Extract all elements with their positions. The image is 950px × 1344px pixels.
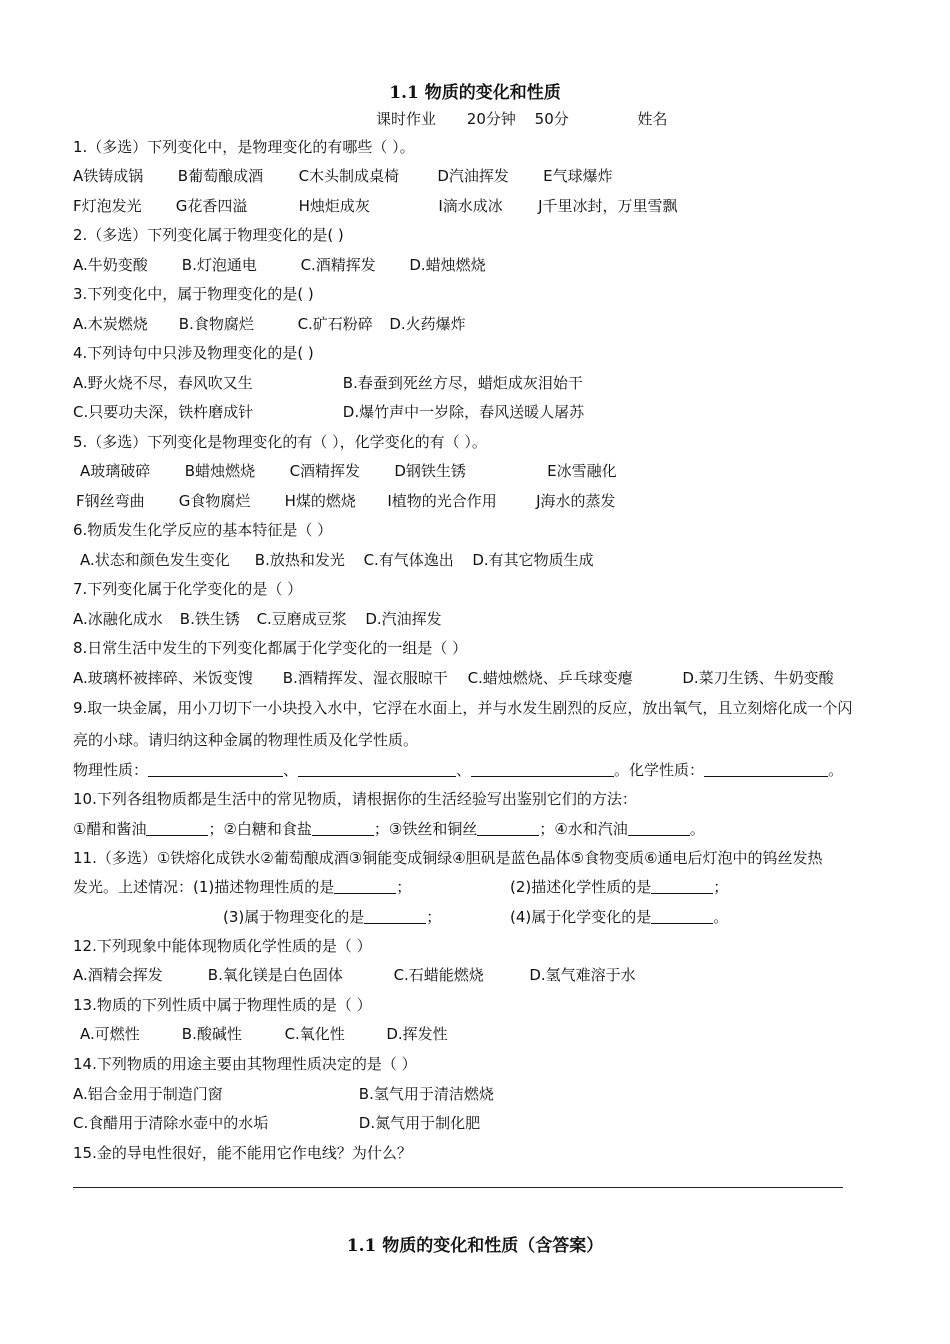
q11-part1-label: 发光。上述情况：(1)描述物理性质的是 — [73, 878, 335, 896]
q1-option-g: G花香四溢 — [175, 197, 248, 215]
q9-end: 。 — [828, 761, 844, 779]
q11-line1: 11.（多选）①铁熔化成铁水②葡萄酿成酒③铜能变成铜绿④胆矾是蓝色晶体⑤食物变质⑥通电后灯泡中的钨丝发热 — [73, 849, 823, 867]
q9-physical-label: 物理性质： — [73, 761, 149, 779]
meta-label: 课时作业 — [376, 110, 437, 128]
q9-line1: 9.取一块金属，用小刀切下一小块投入水中，它浮在水面上，并与水发生剧烈的反应，放出氧气，且立刻熔化成一个闪 — [73, 699, 853, 717]
q9-separator-2: 、 — [456, 761, 472, 779]
q5-option-a: A玻璃破碎 — [80, 462, 151, 480]
q11-part1-end: ； — [396, 878, 412, 896]
q9-physical-blank-1[interactable] — [148, 761, 283, 777]
q13-option-b: B.酸碱性 — [181, 1025, 242, 1043]
q13-option-c: C.氧化性 — [284, 1025, 345, 1043]
q6-option-a: A.状态和颜色发生变化 — [80, 551, 230, 569]
q8-option-a: A.玻璃杯被摔碎、米饭变馊 — [73, 669, 253, 687]
worksheet-meta — [376, 109, 668, 129]
q5-option-b: B蜡烛燃烧 — [184, 462, 256, 480]
q2-option-d: D.蜡烛燃烧 — [409, 256, 486, 274]
q8-options — [73, 668, 834, 688]
q2-option-b: B.灯泡通电 — [181, 256, 257, 274]
q1-option-d: D汽油挥发 — [437, 167, 509, 185]
q10-blank-1[interactable] — [146, 820, 208, 836]
q11-part3-label: (3)属于物理变化的是 — [223, 908, 365, 926]
q12-options — [73, 965, 636, 985]
q5-option-d: D钢铁生锈 — [394, 462, 466, 480]
q1-option-c: C木头制成桌椅 — [298, 167, 400, 185]
q4-option-d: D.爆竹声中一岁除，春风送暖人屠苏 — [342, 403, 585, 421]
q10-end: 。 — [689, 820, 705, 838]
q3-option-c: C.矿石粉碎 — [297, 315, 373, 333]
q4-stem: 4.下列诗句中只涉及物理变化的是( ) — [73, 344, 314, 362]
q7-option-d: D.汽油挥发 — [365, 610, 442, 628]
q9-physical-blank-3[interactable] — [471, 761, 614, 777]
q5-option-e: E冰雪融化 — [547, 462, 617, 480]
q2-option-a: A.牛奶变酸 — [73, 256, 148, 274]
q7-option-b: B.铁生锈 — [179, 610, 240, 628]
q4-options-row2 — [73, 402, 584, 422]
answer-section-title: 1.1 物质的变化和性质（含答案） — [346, 1236, 604, 1256]
q1-options-row2 — [73, 196, 678, 216]
q4-option-b: B.春蚕到死丝方尽，蜡炬成灰泪始干 — [342, 374, 583, 392]
section-divider — [73, 1187, 843, 1188]
q11-part4-label: (4)属于化学变化的是 — [510, 908, 652, 926]
q6-option-c: C.有气体逸出 — [363, 551, 454, 569]
q3-options — [73, 314, 466, 334]
q8-option-d: D.菜刀生锈、牛奶变酸 — [682, 669, 834, 687]
q13-stem: 13.物质的下列性质中属于物理性质的是（ ） — [73, 996, 372, 1014]
q1-option-a: A铁铸成锅 — [73, 167, 144, 185]
q6-stem: 6.物质发生化学反应的基本特征是（ ） — [73, 521, 333, 539]
q11-part4-end: 。 — [713, 908, 729, 926]
q11-part2-blank[interactable] — [651, 878, 713, 894]
q6-option-d: D.有其它物质生成 — [472, 551, 594, 569]
q11-part3-end: ； — [426, 908, 442, 926]
q11-part3-blank[interactable] — [364, 908, 426, 924]
q11-part4-blank[interactable] — [651, 908, 713, 924]
q14-option-d: D.氮气用于制化肥 — [358, 1114, 481, 1132]
q8-option-b: B.酒精挥发、湿衣服晾干 — [282, 669, 448, 687]
q9-separator-1: 、 — [283, 761, 299, 779]
meta-time: 20分钟 — [466, 110, 516, 128]
q12-option-d: D.氢气难溶于水 — [529, 966, 636, 984]
q5-options-row2 — [76, 491, 616, 511]
q11-part1-blank[interactable] — [334, 878, 396, 894]
q13-option-d: D.挥发性 — [386, 1025, 448, 1043]
q10-item-1: ①醋和酱油 — [73, 820, 147, 838]
q1-option-f: F灯泡发光 — [73, 197, 142, 215]
q9-line2: 亮的小球。请归纳这种金属的物理性质及化学性质。 — [73, 731, 419, 749]
q15-stem: 15.金的导电性很好，能不能用它作电线？为什么？ — [73, 1144, 412, 1162]
q8-option-c: C.蜡烛燃烧、乒乓球变瘪 — [467, 669, 633, 687]
meta-name-label: 姓名 — [637, 110, 668, 128]
q5-option-i: I植物的光合作用 — [387, 492, 497, 510]
q10-item-2: ；②白糖和食盐 — [208, 820, 312, 838]
q1-option-i: I滴水成冰 — [438, 197, 503, 215]
q13-option-a: A.可燃性 — [80, 1025, 140, 1043]
q1-option-j: J千里冰封，万里雪飘 — [538, 197, 678, 215]
q10-blank-2[interactable] — [312, 820, 374, 836]
page-title: 1.1 物质的变化和性质 — [389, 83, 561, 103]
q14-options-row1 — [73, 1084, 494, 1104]
q9-chemical-blank[interactable] — [704, 761, 828, 777]
q11-line2 — [73, 877, 729, 897]
q12-option-c: C.石蜡能燃烧 — [393, 966, 484, 984]
q2-option-c: C.酒精挥发 — [300, 256, 376, 274]
q7-option-c: C.豆磨成豆浆 — [256, 610, 347, 628]
q5-stem: 5.（多选）下列变化是物理变化的有（ ），化学变化的有（ ）。 — [73, 433, 487, 451]
q7-option-a: A.冰融化成水 — [73, 610, 163, 628]
q10-answer-line — [73, 819, 705, 839]
q7-options — [73, 609, 442, 629]
q2-options — [73, 255, 486, 275]
q11-part4 — [510, 907, 728, 927]
q10-item-3: ；③铁丝和铜丝 — [373, 820, 478, 838]
q5-option-h: H煤的燃烧 — [284, 492, 356, 510]
q14-options-row2 — [73, 1113, 480, 1133]
q14-option-a: A.铝合金用于制造门窗 — [73, 1085, 223, 1103]
q1-option-h: H烛炬成灰 — [298, 197, 370, 215]
q5-option-c: C酒精挥发 — [289, 462, 361, 480]
q3-option-b: B.食物腐烂 — [178, 315, 254, 333]
q5-option-g: G食物腐烂 — [178, 492, 251, 510]
q14-option-c: C.食醋用于清除水壶中的水垢 — [73, 1114, 269, 1132]
meta-score: 50分 — [534, 110, 569, 128]
q1-stem: 1.（多选）下列变化中，是物理变化的有哪些（ ）。 — [73, 138, 415, 156]
q4-options-row1 — [73, 373, 583, 393]
q7-stem: 7.下列变化属于化学变化的是（ ） — [73, 580, 303, 598]
q12-option-a: A.酒精会挥发 — [73, 966, 163, 984]
q1-option-b: B葡萄酿成酒 — [177, 167, 264, 185]
q10-blank-3[interactable] — [477, 820, 539, 836]
q9-answer-line — [73, 760, 843, 780]
q4-option-a: A.野火烧不尽，春风吹又生 — [73, 374, 253, 392]
q6-options — [80, 550, 594, 570]
q5-option-f: F钢丝弯曲 — [76, 492, 145, 510]
q8-stem: 8.日常生活中发生的下列变化都属于化学变化的一组是（ ） — [73, 639, 468, 657]
q14-option-b: B.氢气用于清洁燃烧 — [358, 1085, 494, 1103]
q12-option-b: B.氧化镁是白色固体 — [207, 966, 343, 984]
q9-physical-blank-2[interactable] — [298, 761, 456, 777]
q1-options-row1 — [73, 166, 613, 186]
q14-stem: 14.下列物质的用途主要由其物理性质决定的是（ ） — [73, 1055, 417, 1073]
q4-option-c: C.只要功夫深，铁杵磨成针 — [73, 403, 254, 421]
q6-option-b: B.放热和发光 — [254, 551, 345, 569]
q3-option-d: D.火药爆炸 — [389, 315, 466, 333]
q10-item-4: ；④水和汽油 — [539, 820, 628, 838]
q13-options — [80, 1024, 448, 1044]
q9-chemical-label: 。化学性质： — [614, 761, 705, 779]
q12-stem: 12.下列现象中能体现物质化学性质的是（ ） — [73, 937, 372, 955]
q1-option-e: E气球爆炸 — [543, 167, 613, 185]
q11-part2 — [510, 877, 728, 897]
q10-stem: 10.下列各组物质都是生活中的常见物质，请根据你的生活经验写出鉴别它们的方法： — [73, 790, 637, 808]
q2-stem: 2.（多选）下列变化属于物理变化的是( ) — [73, 226, 344, 244]
q3-stem: 3.下列变化中，属于物理变化的是( ) — [73, 285, 314, 303]
q5-option-j: J海水的蒸发 — [536, 492, 616, 510]
q5-options-row1 — [80, 461, 617, 481]
q11-part2-end: ； — [713, 878, 729, 896]
q11-line3 — [223, 907, 729, 927]
q10-blank-4[interactable] — [628, 820, 690, 836]
q3-option-a: A.木炭燃烧 — [73, 315, 148, 333]
q11-part2-label: (2)描述化学性质的是 — [510, 878, 652, 896]
